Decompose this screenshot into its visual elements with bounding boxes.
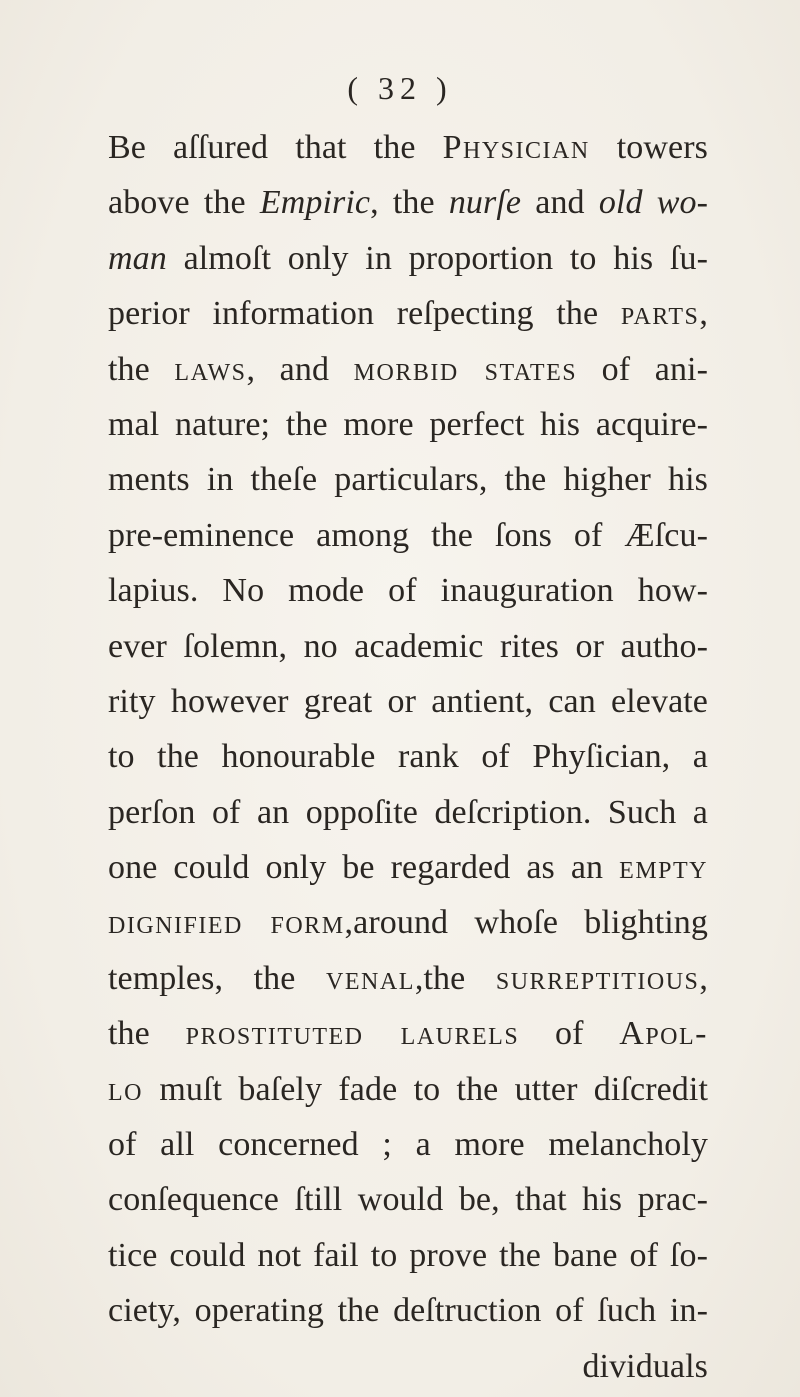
small-caps-text: Physician <box>442 129 590 166</box>
text-line <box>108 1172 708 1227</box>
text-run: rity however great or antient, can elevate <box>108 682 708 720</box>
text-line <box>108 397 708 452</box>
text-line <box>108 951 708 1006</box>
small-caps-text: empty <box>619 849 708 887</box>
text-run: ,the <box>414 959 496 997</box>
italic-text: man <box>108 239 167 277</box>
text-run: ments in theſe particulars, the higher his <box>108 461 708 499</box>
text-run: and <box>521 184 599 222</box>
text-line <box>108 563 708 618</box>
text-run: ciety, operating the deſtruction of ſuch in- <box>108 1292 708 1330</box>
text-run: ever ſolemn, no academic rites or autho- <box>108 627 708 665</box>
text-run: mal nature; the more perfect his acquire- <box>108 405 708 443</box>
text-line <box>108 840 708 895</box>
small-caps-text: surreptitious <box>495 959 700 997</box>
text-line <box>108 1283 708 1338</box>
text-run: of <box>519 1015 620 1053</box>
small-caps-text: dignified form <box>108 904 345 942</box>
text-run: almoſt only in proportion to his ſu- <box>166 239 708 277</box>
text-line <box>108 1006 708 1061</box>
small-caps-text: parts <box>620 295 700 333</box>
italic-text: nurſe <box>448 184 522 222</box>
text-line <box>108 175 708 230</box>
text-run: of all concerned ; a more melancholy <box>108 1126 708 1164</box>
text-line <box>108 508 708 563</box>
text-run: , <box>699 959 709 997</box>
body-text <box>108 120 708 1394</box>
text-run: tice could not fail to prove the bane of ſo- <box>108 1236 708 1274</box>
text-run: , and <box>246 350 354 388</box>
text-line <box>108 1339 708 1394</box>
text-run: , <box>699 295 708 333</box>
text-run: of ani- <box>577 350 709 388</box>
text-run: the <box>108 1015 186 1053</box>
text-run: to the honourable rank of Phyſician, a <box>108 738 708 776</box>
small-caps-text: laws <box>174 350 247 388</box>
text-line <box>108 729 708 784</box>
small-caps-text: lo <box>108 1070 143 1108</box>
small-caps-text: venal <box>326 959 415 997</box>
text-line <box>108 120 708 175</box>
text-line <box>108 674 708 729</box>
text-run: pre-eminence among the ſons of Æſcu- <box>108 516 708 554</box>
text-run: Be aſſured that the <box>108 129 443 166</box>
small-caps-text: Apol- <box>619 1015 708 1053</box>
text-run: temples, the <box>108 959 327 997</box>
small-caps-text: prostituted laurels <box>185 1015 520 1053</box>
small-caps-text: morbid states <box>353 350 578 388</box>
text-run: perſon of an oppoſite deſcription. Such a <box>108 793 708 831</box>
text-line <box>108 1228 708 1283</box>
text-run: muſt baſely fade to the utter diſcredit <box>143 1070 708 1108</box>
text-line <box>108 1117 708 1172</box>
running-head-page-number: ( 32 ) <box>347 70 453 106</box>
text-line <box>108 619 708 674</box>
text-line <box>108 452 708 507</box>
italic-text: Empiric <box>259 184 371 222</box>
text-run: conſequence ſtill would be, that his prac- <box>108 1181 708 1219</box>
text-run: the <box>108 350 175 388</box>
text-run: dividuals <box>582 1347 708 1385</box>
text-line <box>108 895 708 950</box>
text-run: , the <box>370 184 449 222</box>
text-line <box>108 231 708 286</box>
text-run: perior information reſpecting the <box>108 295 621 333</box>
text-run: one could only be regarded as an <box>108 849 620 887</box>
text-line <box>108 1062 708 1117</box>
text-line <box>108 342 708 397</box>
text-line <box>108 286 708 341</box>
text-run: ,around whoſe blighting <box>344 904 708 942</box>
text-run: towers <box>589 129 708 166</box>
italic-text: old wo- <box>598 184 709 222</box>
text-run: above the <box>108 184 260 222</box>
text-line <box>108 785 708 840</box>
text-run: lapius. No mode of inauguration how- <box>108 572 708 610</box>
